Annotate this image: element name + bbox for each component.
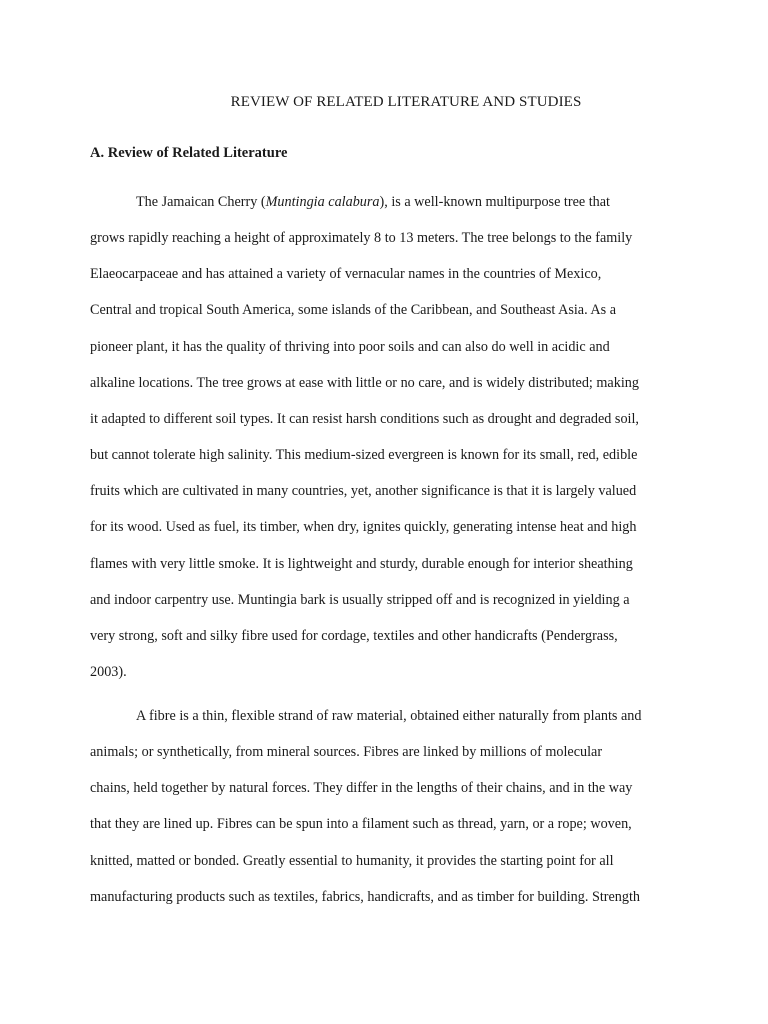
- section-heading: A. Review of Related Literature: [90, 145, 288, 161]
- paragraph-line: chains, held together by natural forces. They differ in the lengths of their chains, and in the way: [90, 780, 633, 797]
- paragraph-line: flames with very little smoke. It is lightweight and sturdy, durable enough for interior sheathing: [90, 555, 633, 572]
- paragraph-line: and indoor carpentry use. Muntingia bark is usually stripped off and is recognized in yielding a: [90, 591, 630, 608]
- paragraph-fibre: [90, 698, 674, 915]
- paragraph-line: animals; or synthetically, from mineral sources. Fibres are linked by millions of molecular: [90, 744, 603, 761]
- paragraph-line: grows rapidly reaching a height of approximately 8 to 13 meters. The tree belongs to the family: [90, 230, 633, 247]
- paragraph-line: 2003).: [90, 664, 127, 681]
- scientific-name: Muntingia calabura: [265, 194, 380, 210]
- paragraph-line: very strong, soft and silky fibre used for cordage, textiles and other handicrafts (Pendergrass,: [90, 627, 618, 644]
- paragraph-jamaican-cherry: [90, 184, 674, 690]
- paragraph-line: that they are lined up. Fibres can be spun into a filament such as thread, yarn, or a rope; woven,: [90, 816, 632, 833]
- paragraph-line: A fibre is a thin, flexible strand of raw material, obtained either naturally from plants and: [136, 708, 642, 724]
- paragraph-line: it adapted to different soil types. It can resist harsh conditions such as drought and degraded soil,: [90, 410, 639, 427]
- paragraph-line: The Jamaican Cherry (Muntingia calabura), is a well-known multipurpose tree that: [136, 194, 610, 210]
- paragraph-line: for its wood. Used as fuel, its timber, when dry, ignites quickly, generating intense heat and high: [90, 519, 637, 536]
- paragraph-line: alkaline locations. The tree grows at ease with little or no care, and is widely distributed; making: [90, 374, 639, 391]
- paragraph-line: fruits which are cultivated in many countries, yet, another significance is that it is largely valued: [90, 483, 637, 500]
- paragraph-line: pioneer plant, it has the quality of thriving into poor soils and can also do well in acidic and: [90, 338, 610, 355]
- paragraph-line: but cannot tolerate high salinity. This medium-sized evergreen is known for its small, red, edible: [90, 447, 638, 464]
- page-title: REVIEW OF RELATED LITERATURE AND STUDIES: [230, 94, 582, 110]
- paragraph-line: Elaeocarpaceae and has attained a variety of vernacular names in the countries of Mexico,: [90, 266, 602, 283]
- paragraph-line: manufacturing products such as textiles, fabrics, handicrafts, and as timber for building. Strength: [90, 888, 641, 905]
- paragraph-line: Central and tropical South America, some islands of the Caribbean, and Southeast Asia. As a: [90, 302, 617, 319]
- paragraph-line: knitted, matted or bonded. Greatly essential to humanity, it provides the starting point for all: [90, 852, 614, 869]
